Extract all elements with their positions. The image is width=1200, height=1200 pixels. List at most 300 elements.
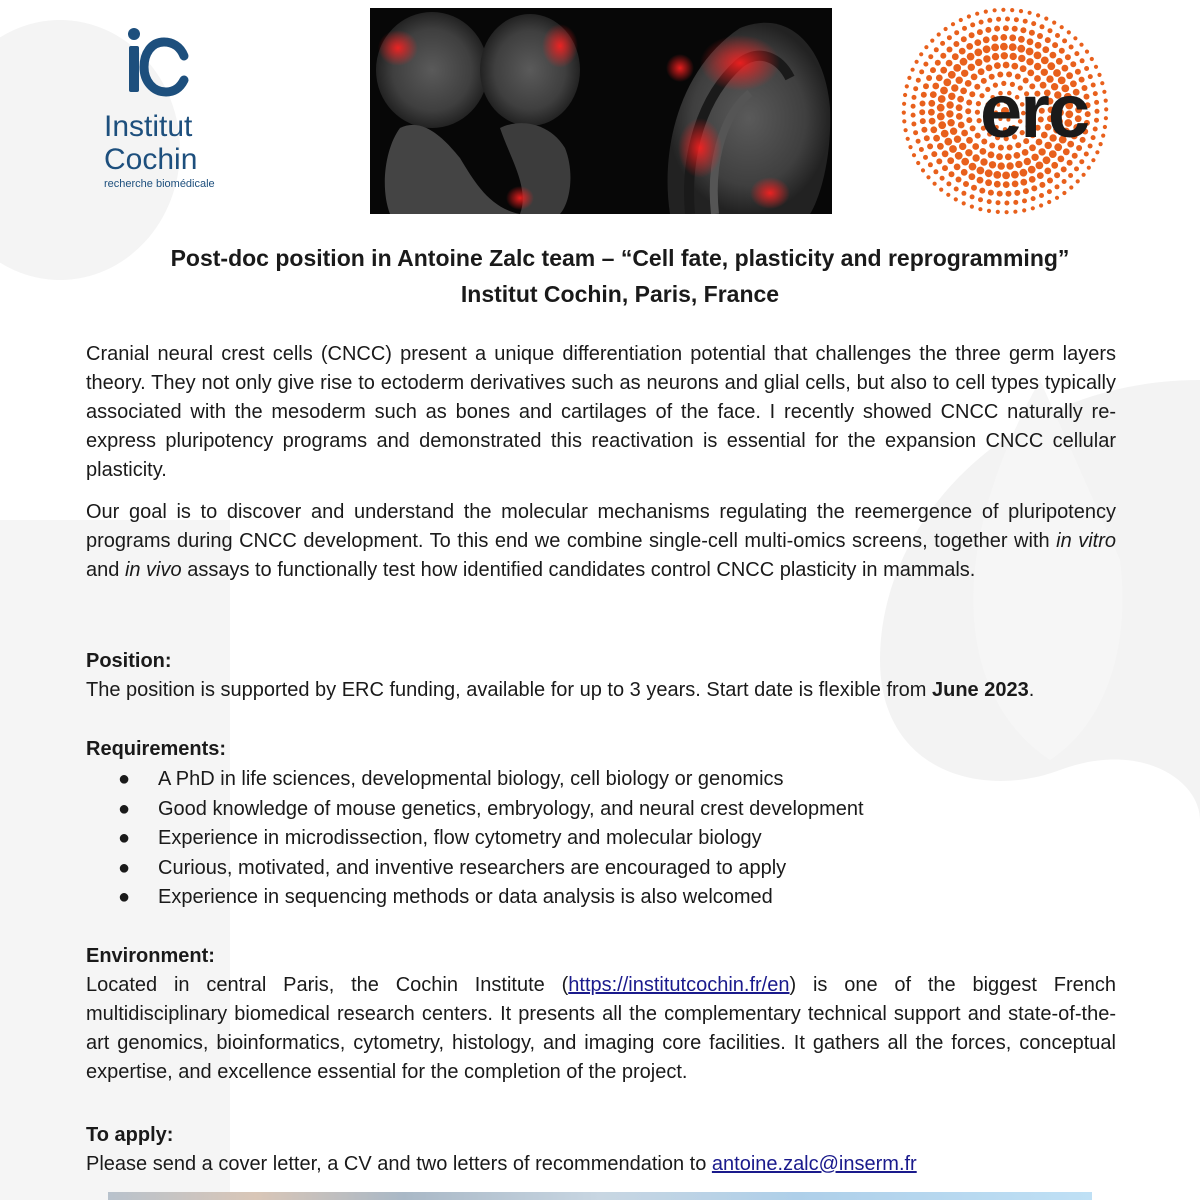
- erc-dot: [1009, 34, 1016, 41]
- erc-dot: [1070, 61, 1076, 67]
- erc-dot: [907, 76, 911, 80]
- requirements-list: [86, 765, 1116, 913]
- erc-dot: [940, 87, 948, 95]
- erc-dot: [977, 167, 985, 175]
- erc-dot: [911, 113, 916, 118]
- erc-dot: [961, 191, 966, 196]
- list-item: [86, 824, 1116, 854]
- erc-dot: [1009, 43, 1017, 51]
- erc-dot: [1003, 25, 1009, 31]
- environment-text-a: Located in central Paris, the Cochin Institute (: [86, 974, 569, 996]
- erc-dot: [928, 54, 933, 59]
- erc-dot: [904, 128, 908, 132]
- erc-dot: [954, 136, 961, 143]
- erc-dot: [937, 143, 944, 150]
- logo-line1: Institut: [104, 110, 193, 143]
- erc-dot: [1048, 28, 1053, 33]
- erc-dot: [919, 109, 925, 115]
- erc-dot: [911, 104, 916, 109]
- requirement-text: A PhD in life sciences, developmental biology, cell biology or genomics: [158, 768, 784, 790]
- erc-dot: [996, 17, 1001, 22]
- list-item: [86, 883, 1116, 913]
- erc-dot: [1074, 166, 1079, 171]
- erc-dot: [946, 193, 950, 197]
- erc-dot: [1015, 161, 1022, 168]
- erc-dot: [961, 130, 968, 137]
- list-item: [86, 795, 1116, 825]
- erc-dot: [965, 80, 972, 87]
- erc-dot: [942, 165, 948, 171]
- erc-dot: [985, 179, 992, 186]
- para2-in-vivo: in vivo: [124, 559, 182, 581]
- erc-dot: [1027, 38, 1034, 45]
- erc-dot: [939, 188, 943, 192]
- erc-dot: [1103, 125, 1107, 129]
- erc-dot: [991, 44, 999, 52]
- erc-dot: [928, 109, 935, 116]
- erc-dot: [1051, 162, 1058, 169]
- erc-dot: [997, 191, 1003, 197]
- erc-dot: [980, 158, 987, 165]
- erc-dot: [1031, 206, 1035, 210]
- erc-dot: [1001, 52, 1008, 59]
- erc-dot: [902, 102, 906, 106]
- erc-dot: [1055, 33, 1060, 38]
- erc-dot: [984, 10, 988, 14]
- erc-dot: [983, 45, 991, 53]
- erc-dot: [962, 201, 966, 205]
- erc-dot: [933, 135, 940, 142]
- erc-dot: [947, 47, 953, 53]
- erc-dot: [1079, 159, 1084, 164]
- erc-dot: [974, 39, 981, 46]
- erc-dot: [970, 205, 974, 209]
- erc-dot: [966, 43, 973, 50]
- erc-dot: [930, 67, 936, 73]
- list-item: [86, 765, 1116, 795]
- erc-dot: [906, 137, 910, 141]
- erc-dot: [943, 79, 951, 87]
- erc-dot: [923, 62, 928, 67]
- erc-dot: [1093, 91, 1098, 96]
- erc-dot: [934, 47, 939, 52]
- erc-dot: [940, 176, 945, 181]
- erc-dot: [949, 171, 955, 177]
- erc-dot: [915, 60, 919, 64]
- erc-dot: [1100, 81, 1104, 85]
- erc-dot: [954, 197, 958, 201]
- erc-dot: [1074, 51, 1079, 56]
- erc-dot: [1024, 158, 1031, 165]
- erc-dot: [1085, 50, 1089, 54]
- erc-dot: [1020, 169, 1028, 177]
- erc-dot: [1045, 37, 1051, 43]
- erc-dot: [936, 75, 943, 82]
- erc-dot: [946, 181, 951, 186]
- erc-dot: [1040, 24, 1045, 29]
- erc-dot: [1005, 210, 1009, 214]
- erc-dot: [1104, 107, 1108, 111]
- erc-dot: [1104, 116, 1108, 120]
- apply-heading: To apply:: [86, 1124, 174, 1146]
- list-item: [86, 854, 1116, 884]
- erc-dot: [1023, 188, 1029, 194]
- erc-dot: [989, 161, 996, 168]
- erc-dot: [1056, 58, 1063, 65]
- erc-dot: [919, 52, 923, 56]
- erc-dot: [938, 121, 946, 129]
- erc-dot: [1061, 166, 1067, 172]
- position-end: .: [1028, 679, 1035, 701]
- erc-dot: [1095, 109, 1100, 114]
- erc-dot: [1012, 181, 1019, 188]
- erc-dot: [971, 185, 977, 191]
- erc-dot: [960, 88, 967, 95]
- erc-dot: [1052, 42, 1058, 48]
- para2-text-c: assays to functionally test how identified candidates control CNCC plasticity in mammals.: [181, 559, 976, 581]
- erc-dot: [927, 143, 933, 149]
- erc-dot: [944, 138, 952, 146]
- erc-logo: [890, 6, 1120, 216]
- erc-dot: [1050, 52, 1057, 59]
- erc-dot: [1044, 17, 1048, 21]
- erc-dot: [1076, 179, 1080, 183]
- erc-dot: [970, 194, 975, 199]
- erc-dot: [1042, 46, 1049, 53]
- erc-dot: [996, 200, 1001, 205]
- para2-in-vitro: in vitro: [1056, 530, 1117, 552]
- erc-dot: [1080, 58, 1085, 63]
- erc-dot: [1088, 144, 1093, 149]
- apply-text: [86, 1150, 917, 1179]
- institut-cochin-logo: [100, 28, 230, 198]
- erc-dot: [993, 171, 1001, 179]
- erc-dot: [965, 108, 971, 114]
- erc-dot: [1037, 33, 1043, 39]
- erc-dot: [969, 163, 977, 171]
- environment-heading: Environment:: [86, 945, 215, 967]
- erc-dot: [1097, 73, 1101, 77]
- requirement-text: Experience in microdissection, flow cytometry and molecular biology: [158, 827, 762, 849]
- erc-dot: [1022, 198, 1027, 203]
- erc-dot: [966, 137, 973, 144]
- erc-dot: [1036, 13, 1040, 17]
- erc-dot: [1069, 185, 1073, 189]
- erc-dot: [957, 96, 964, 103]
- erc-dot: [1067, 30, 1071, 34]
- erc-dot: [1094, 65, 1098, 69]
- erc-dot: [1065, 54, 1071, 60]
- erc-dot: [941, 130, 949, 138]
- erc-dot: [966, 100, 972, 106]
- erc-dot: [1039, 203, 1043, 207]
- institut-cochin-name: [104, 110, 197, 176]
- erc-dot: [1041, 57, 1049, 65]
- erc-dot: [961, 70, 968, 77]
- position-start-date: June 2023: [932, 679, 1029, 701]
- institut-cochin-link[interactable]: https://institutcochin.fr/en: [568, 974, 790, 996]
- title-line2: Institut Cochin, Paris, France: [460, 281, 780, 307]
- erc-dot: [956, 113, 963, 120]
- erc-dot: [1010, 8, 1014, 12]
- erc-dot: [946, 60, 953, 67]
- erc-dot: [921, 127, 927, 133]
- erc-dot: [924, 45, 928, 49]
- erc-dot: [954, 164, 961, 171]
- erc-dot: [958, 122, 965, 129]
- erc-dot: [1059, 48, 1065, 54]
- para2-text-b: and: [86, 559, 125, 581]
- erc-dot: [1018, 36, 1025, 43]
- requirements-heading: Requirements:: [86, 738, 227, 760]
- erc-dot: [970, 125, 976, 131]
- erc-dot: [983, 55, 990, 62]
- erc-dot: [1026, 58, 1033, 65]
- erc-dot: [930, 91, 937, 98]
- requirement-text: Good knowledge of mouse genetics, embryology, and neural crest development: [158, 797, 864, 820]
- erc-dot: [911, 122, 916, 127]
- erc-dot: [903, 93, 907, 97]
- erc-dot: [992, 35, 999, 42]
- environment-text-b: ) is one of the biggest French multidisciplinary biomedical research centers. It presents all the complementary technical support and state-of-the-art genomics, bioinformatics, cytometry, histology, and imaging core facilities. It gathers all the forces, conceptual expertise, and excellence essential for the completion of the project.: [86, 974, 1116, 1083]
- erc-dot: [1029, 30, 1035, 36]
- erc-dot: [1102, 90, 1106, 94]
- erc-dot: [967, 53, 975, 61]
- erc-dot: [926, 175, 930, 179]
- erc-dot: [950, 128, 957, 135]
- erc-dot: [919, 69, 924, 74]
- erc-dot: [1037, 172, 1044, 179]
- erc-dot: [1101, 134, 1105, 138]
- erc-dot: [1067, 160, 1073, 166]
- erc-dot: [923, 155, 928, 160]
- erc-dot: [1062, 38, 1067, 43]
- erc-dot: [923, 83, 929, 89]
- erc-dot: [946, 101, 953, 108]
- erc-dot: [1047, 200, 1051, 204]
- erc-dot: [961, 169, 968, 176]
- position-heading: Position:: [86, 650, 172, 672]
- erc-dot: [1022, 208, 1026, 212]
- erc-dot: [920, 118, 926, 124]
- erc-dot: [1019, 9, 1023, 13]
- erc-dot: [1031, 21, 1036, 26]
- erc-dot: [987, 199, 992, 204]
- erc-dot: [970, 22, 975, 27]
- erc-dot: [902, 111, 906, 115]
- erc-dot: [1060, 25, 1064, 29]
- erc-dot: [955, 152, 963, 160]
- erc-dot: [913, 86, 918, 91]
- erc-dot: [988, 190, 994, 196]
- erc-dot: [947, 35, 952, 40]
- erc-dot: [951, 84, 958, 91]
- erc-dot: [932, 83, 939, 90]
- erc-dot: [979, 20, 984, 25]
- erc-dot: [956, 177, 962, 183]
- erc-dot: [933, 169, 938, 174]
- erc-dot: [1031, 196, 1036, 201]
- erc-dot: [1005, 17, 1010, 22]
- erc-dot: [992, 53, 999, 60]
- erc-dot: [928, 162, 933, 167]
- erc-dot: [940, 41, 945, 46]
- erc-dot: [1058, 156, 1065, 163]
- erc-dot: [1044, 168, 1051, 175]
- erc-dot: [1003, 181, 1010, 188]
- erc-dot: [993, 8, 997, 12]
- erc-dot: [1099, 142, 1103, 146]
- erc-dot: [975, 59, 982, 66]
- erc-dot: [961, 36, 967, 42]
- erc-dot: [1087, 166, 1091, 170]
- title-line1: Post-doc position in Antoine Zalc team – “Cell fate, plasticity and reprogramming”: [170, 245, 1070, 271]
- erc-dot: [937, 104, 945, 112]
- erc-dot: [978, 197, 983, 202]
- erc-dot: [1054, 172, 1060, 178]
- erc-dot: [1082, 173, 1086, 177]
- erc-dot: [963, 181, 969, 187]
- erc-dot: [1090, 57, 1094, 61]
- erc-dot: [946, 110, 953, 117]
- erc-dot: [960, 58, 968, 66]
- erc-dot: [931, 151, 937, 157]
- erc-dot: [933, 182, 937, 186]
- bullet-icon: ●: [118, 856, 131, 879]
- erc-dot: [1011, 171, 1019, 179]
- erc-dot: [1017, 45, 1025, 53]
- erc-dot: [1095, 150, 1099, 154]
- erc-dot: [971, 74, 978, 81]
- erc-dot: [983, 36, 990, 43]
- requirement-text: Experience in sequencing methods or data analysis is also welcomed: [158, 886, 773, 908]
- erc-dot: [1028, 166, 1036, 174]
- erc-dot: [1055, 196, 1059, 200]
- logo-line2: Cochin: [104, 143, 198, 176]
- erc-dot: [908, 145, 912, 149]
- erc-dot: [921, 92, 927, 98]
- erc-dot: [961, 158, 969, 166]
- erc-dot: [924, 135, 930, 141]
- erc-dot: [1043, 156, 1051, 164]
- erc-dot: [972, 143, 979, 150]
- erc-dot: [926, 75, 932, 81]
- erc-dot: [1004, 201, 1009, 206]
- erc-dot: [998, 162, 1005, 169]
- erc-dot: [996, 210, 1000, 214]
- erc-dot: [940, 67, 947, 74]
- erc-dot: [952, 53, 959, 60]
- erc-dot: [944, 27, 948, 31]
- erc-dot: [953, 41, 959, 47]
- erc-dot: [974, 49, 982, 57]
- erc-dot: [929, 118, 936, 125]
- erc-dot: [994, 181, 1001, 188]
- erc-dot: [977, 177, 984, 184]
- erc-dot: [947, 119, 954, 126]
- erc-dot: [985, 169, 993, 177]
- erc-dot: [919, 147, 924, 152]
- erc-dot: [959, 143, 966, 150]
- erc-dot: [948, 71, 956, 79]
- erc-dot: [953, 64, 961, 72]
- requirement-text: Curious, motivated, and inventive researchers are encouraged to apply: [158, 856, 787, 879]
- erc-dot: [1091, 135, 1096, 140]
- environment-paragraph: [86, 971, 1116, 1087]
- erc-dot: [902, 119, 906, 123]
- erc-dot: [1069, 45, 1074, 50]
- erc-dot: [928, 100, 935, 107]
- erc-dot: [916, 139, 921, 144]
- erc-dot: [930, 126, 937, 133]
- erc-dot: [1104, 99, 1108, 103]
- erc-dot: [1039, 182, 1045, 188]
- erc-dot: [987, 209, 991, 213]
- erc-dot: [979, 188, 985, 194]
- erc-dot: [940, 53, 946, 59]
- erc-dot: [966, 117, 972, 123]
- intro-paragraph-2: [86, 498, 1116, 585]
- erc-dot: [1014, 17, 1019, 22]
- page-title: [0, 240, 1200, 312]
- erc-dot: [1031, 185, 1037, 191]
- erc-dot: [916, 78, 921, 83]
- erc-dot: [947, 157, 954, 164]
- erc-dot: [920, 101, 926, 107]
- erc-dot: [1013, 210, 1017, 214]
- bullet-icon: ●: [118, 797, 131, 820]
- email-link[interactable]: antoine.zalc@inserm.fr: [711, 1153, 917, 1175]
- erc-dot: [969, 91, 975, 97]
- bullet-icon: ●: [118, 768, 131, 790]
- erc-dot: [1000, 43, 1008, 51]
- erc-dot: [930, 39, 934, 43]
- erc-dot: [994, 26, 1000, 32]
- bullet-icon: ●: [118, 886, 131, 908]
- erc-dot: [1018, 55, 1025, 62]
- erc-dot: [965, 149, 972, 156]
- erc-dot: [962, 26, 967, 31]
- erc-dot: [1062, 191, 1066, 195]
- erc-dot: [1073, 36, 1077, 40]
- erc-dot: [1006, 162, 1013, 169]
- erc-dot: [1055, 184, 1060, 189]
- erc-dot: [1012, 26, 1018, 32]
- microscopy-image: [370, 8, 832, 214]
- erc-dot: [1006, 191, 1012, 197]
- erc-dot: [1000, 34, 1007, 41]
- intro-paragraph-1: Cranial neural crest cells (CNCC) present a unique differentiation potential that challenges the three germ layers theory. They not only give rise to ectoderm derivatives such as neurons and glial cells, but also to cell types typically associated with the mesoderm such as bones and cartilages of the face. I recently showed CNCC naturally re-express pluripotency programs and demonstrated this reactivation is essential for the expansion CNCC cellular plasticity.: [86, 343, 1116, 481]
- erc-dot: [912, 153, 916, 157]
- erc-dot: [967, 14, 971, 18]
- erc-dot: [1010, 53, 1017, 60]
- erc-dot: [1047, 189, 1052, 194]
- erc-dot: [956, 104, 963, 111]
- erc-dot: [921, 168, 925, 172]
- bottom-image-strip: [108, 1192, 1092, 1200]
- erc-dot: [1023, 19, 1028, 24]
- erc-dot: [1029, 176, 1036, 183]
- apply-description: Please send a cover letter, a CV and two letters of recommendation to: [86, 1153, 712, 1175]
- erc-dot: [1001, 8, 1005, 12]
- erc-dot: [949, 145, 957, 153]
- erc-dot: [916, 161, 920, 165]
- erc-dot: [938, 95, 946, 103]
- erc-dot: [1039, 193, 1044, 198]
- erc-dot: [936, 158, 942, 164]
- erc-dot: [1035, 42, 1042, 49]
- erc-dot: [956, 77, 963, 84]
